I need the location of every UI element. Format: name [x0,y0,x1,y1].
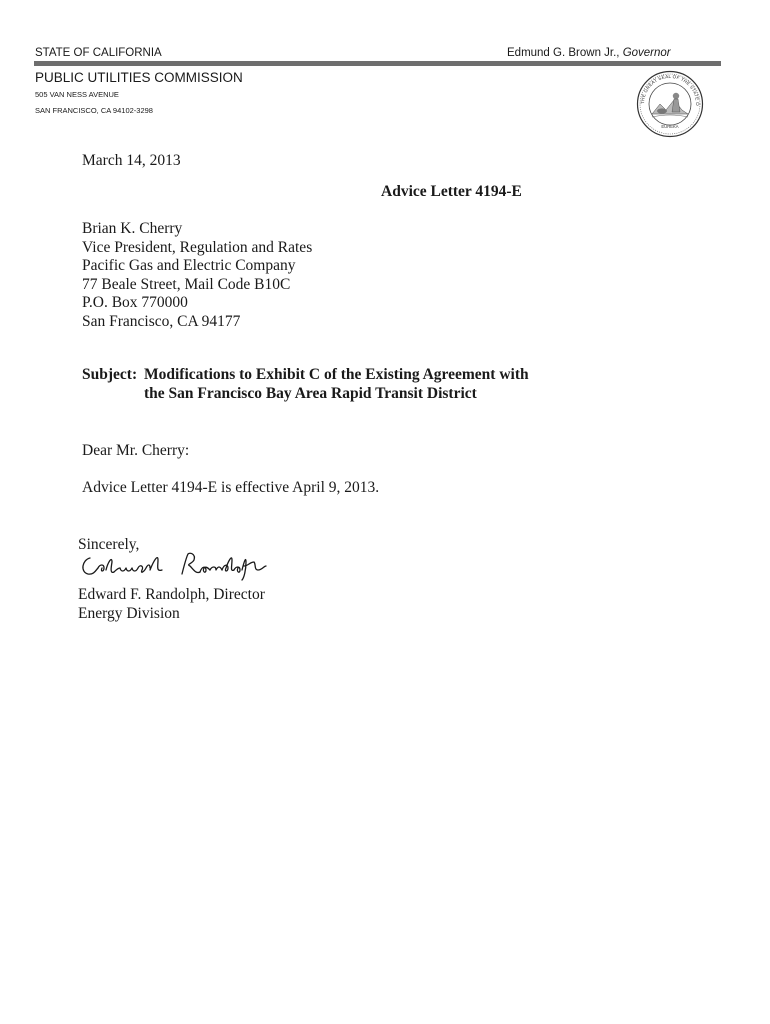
signer-block [78,586,265,623]
letter-date: March 14, 2013 [82,152,181,169]
recipient-line: San Francisco, CA 94177 [82,312,241,330]
subject-line-1: Modifications to Exhibit C of the Existing Agreement with [144,366,529,383]
commission-name: PUBLIC UTILITIES COMMISSION [35,70,243,85]
salutation: Dear Mr. Cherry: [82,442,190,459]
address-line-1: 505 VAN NESS AVENUE [35,90,119,99]
governor-line [507,47,671,59]
subject-label: Subject: [82,366,138,383]
recipient-address [82,220,312,331]
subject-line-2: the San Francisco Bay Area Rapid Transit District [144,384,477,402]
recipient-line: P.O. Box 770000 [82,294,188,311]
state-seal-icon [636,70,704,138]
closing: Sincerely, [78,536,140,553]
governor-title: Governor [622,47,671,59]
signature-icon [78,548,270,584]
recipient-line: Pacific Gas and Electric Company [82,257,296,274]
recipient-line: Brian K. Cherry [82,220,183,237]
seal-text: THE GREAT SEAL OF THE STATE O [639,73,701,106]
advice-letter-reference: Advice Letter 4194-E [381,183,522,200]
signer-name: Edward F. Randolph, Director [78,586,265,603]
governor-name: Edmund G. Brown Jr., [507,47,623,59]
seal-motto: EUREKA [661,124,679,129]
address-line-2: SAN FRANCISCO, CA 94102-3298 [35,106,153,115]
letter-body: Advice Letter 4194-E is effective April 9, 2013. [82,479,380,496]
letterhead-rule [34,61,721,66]
signer-division: Energy Division [78,604,180,622]
subject-block [82,366,529,403]
recipient-line: Vice President, Regulation and Rates [82,238,313,256]
state-name: STATE OF CALIFORNIA [35,47,162,59]
recipient-line: 77 Beale Street, Mail Code B10C [82,275,291,293]
